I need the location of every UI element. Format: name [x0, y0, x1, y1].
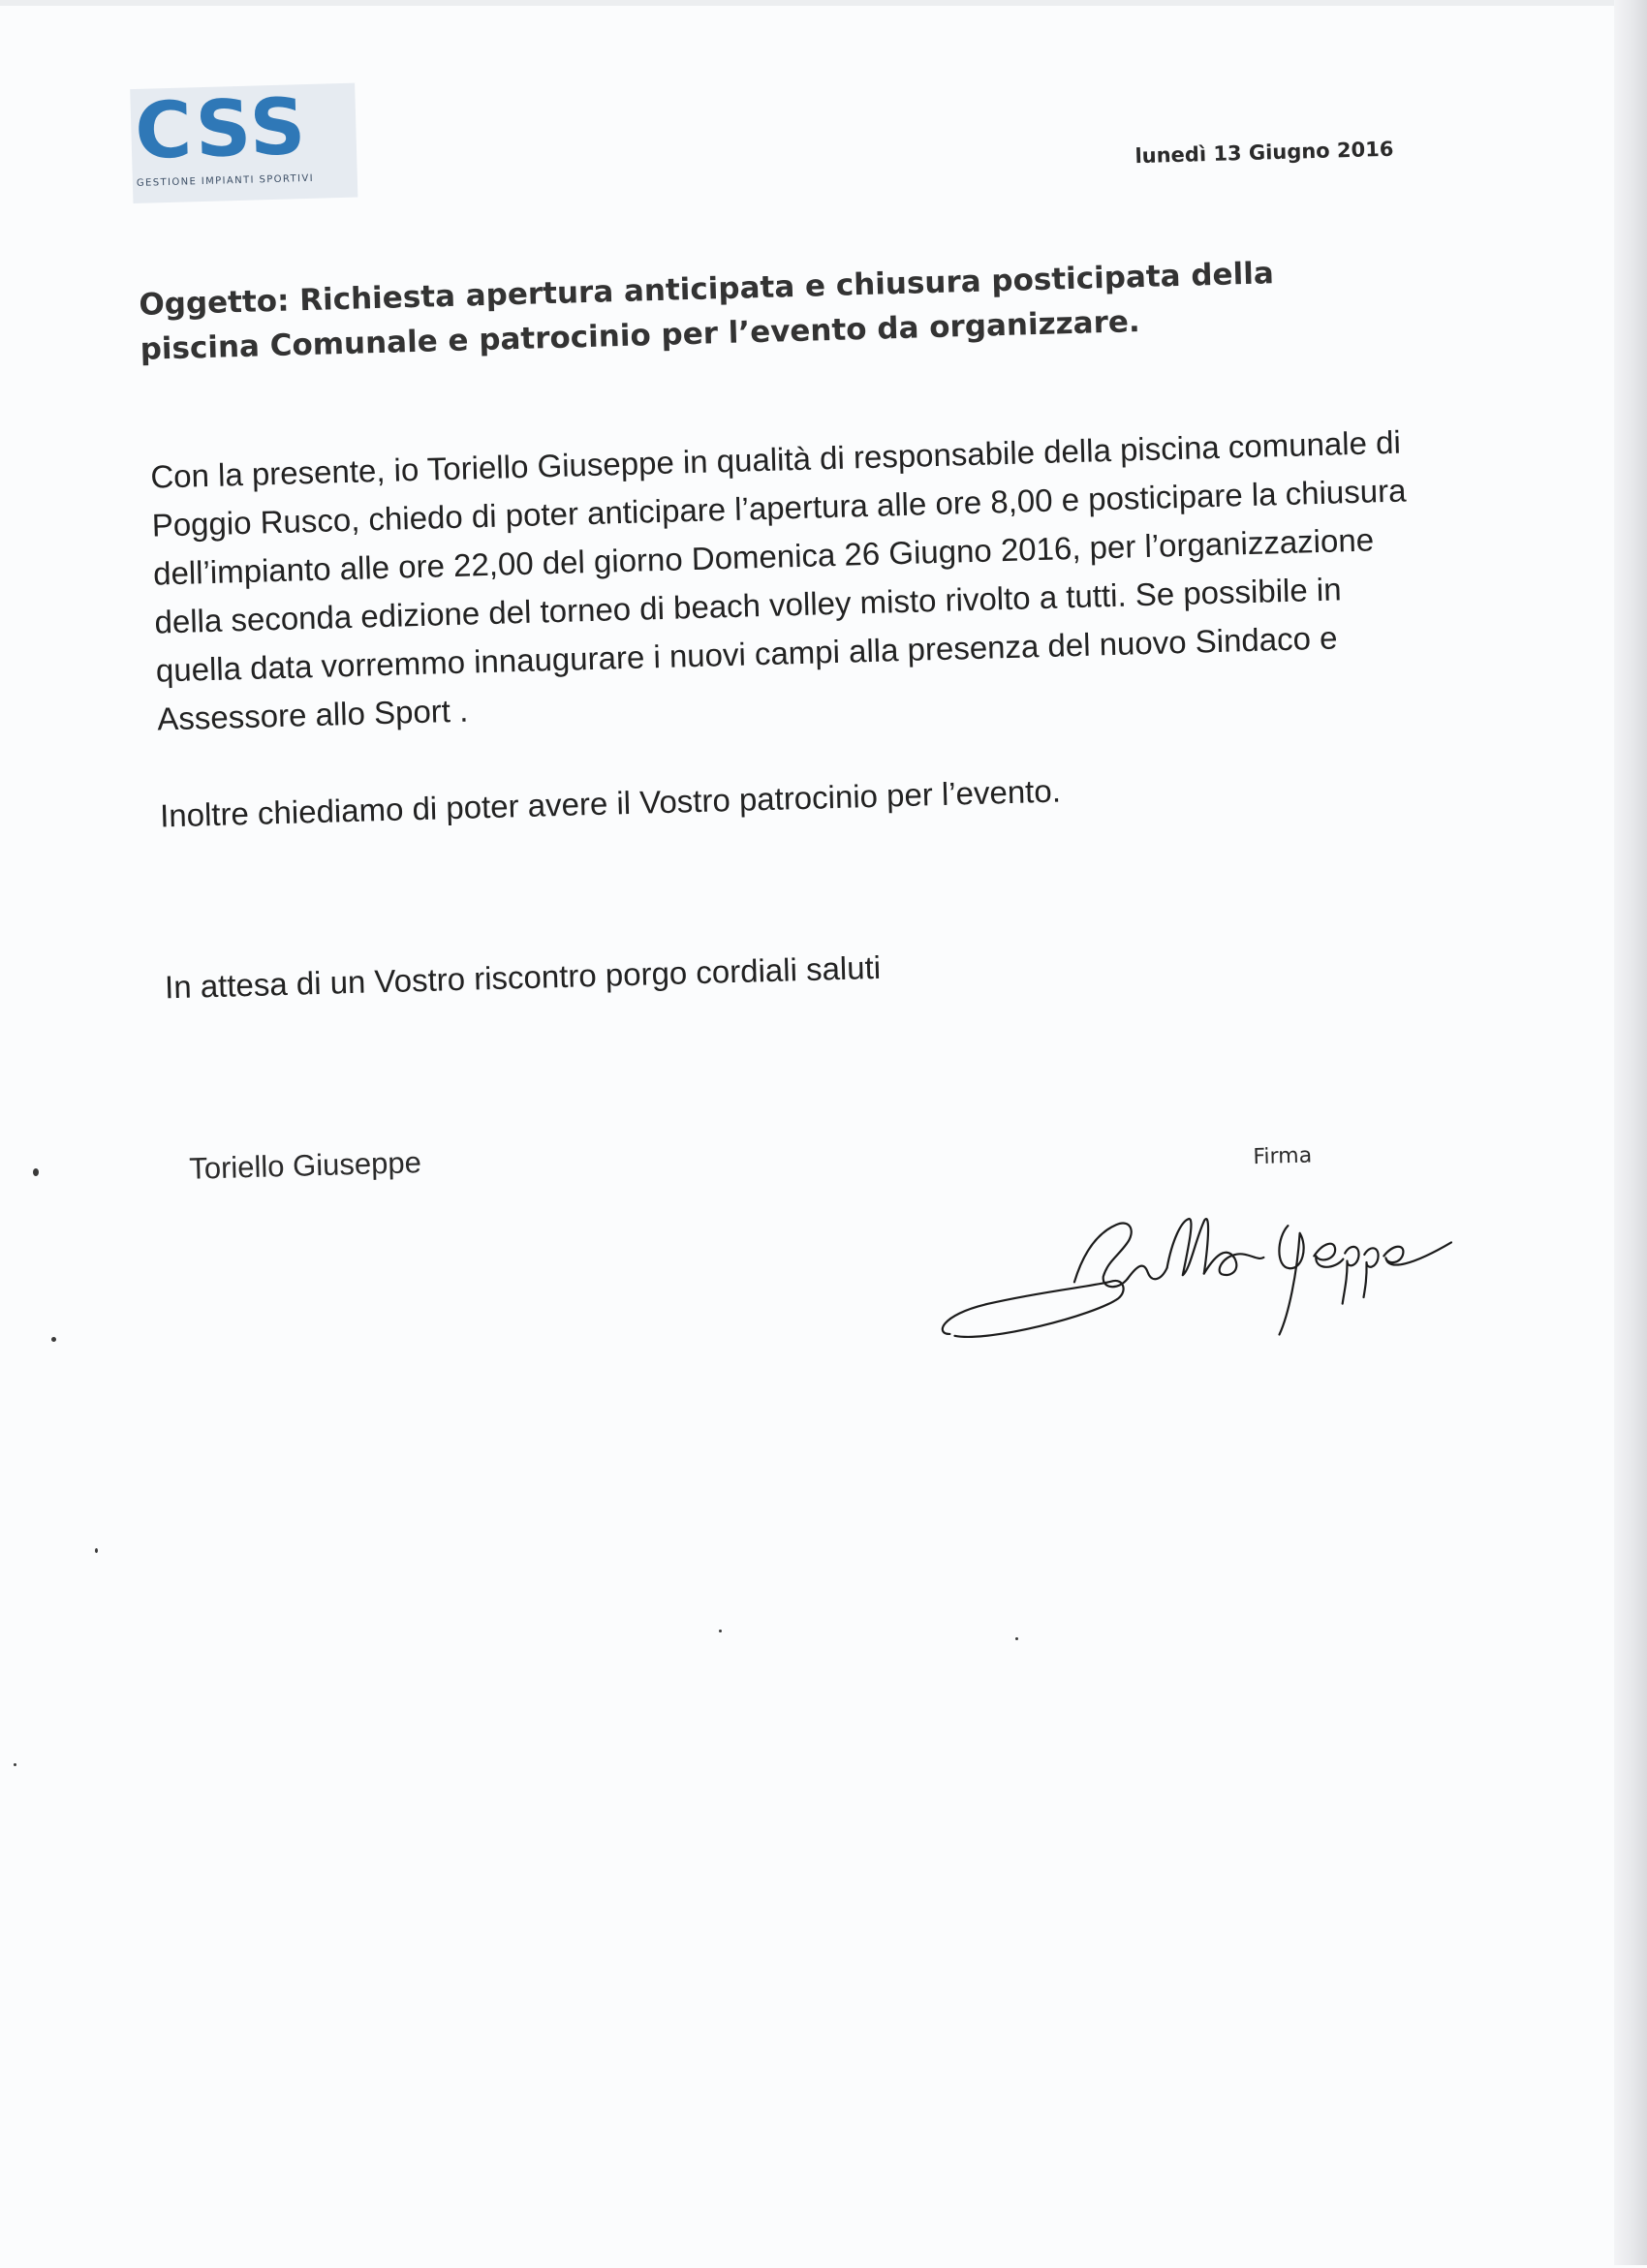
scan-speck: [95, 1548, 98, 1553]
scan-speck: [51, 1337, 56, 1342]
logo-subtitle: GESTIONE IMPIANTI SPORTIVI: [136, 172, 315, 189]
logo-mark: CSS: [134, 81, 309, 176]
body-paragraph-patronage: Inoltre chiediamo di poter avere il Vostro patrocinio per l’evento.: [159, 772, 1062, 834]
scan-speck: [1015, 1637, 1018, 1640]
body-paragraph-closing: In attesa di un Vostro riscontro porgo cordiali saluti: [164, 948, 882, 1006]
letterhead-logo: [130, 83, 357, 203]
scan-speck: [33, 1168, 39, 1176]
handwritten-signature: [926, 1174, 1474, 1354]
letter-date: lunedì 13 Giugno 2016: [1134, 137, 1394, 169]
scan-speck: [14, 1763, 16, 1766]
body-paragraph-request: Con la presente, io Toriello Giuseppe in qualità di responsabile della piscina comunale di Poggio Rusco, chiedo di poter anticipare l’apertura alle ore 8,00 e posticipare la chiusura dell’impianto alle ore 22,00 del giorno Domenica 26 Giugno 2016, per l’organizzazione della seconda edizione del torneo di beach volley misto rivolto a tutti. Se possibile in quella data vorremmo innaugurare i nuovi campi alla presenza del nuovo Sindaco e Assessore allo Sport .: [149, 423, 1407, 737]
letter-subject: Oggetto: Richiesta apertura anticipata e chiusura posticipata della piscina Comunale e patrocinio per l’evento da organizzare.: [138, 256, 1275, 367]
scan-speck: [719, 1630, 722, 1632]
sender-name: Toriello Giuseppe: [188, 1145, 422, 1186]
firma-label: Firma: [1253, 1143, 1313, 1170]
